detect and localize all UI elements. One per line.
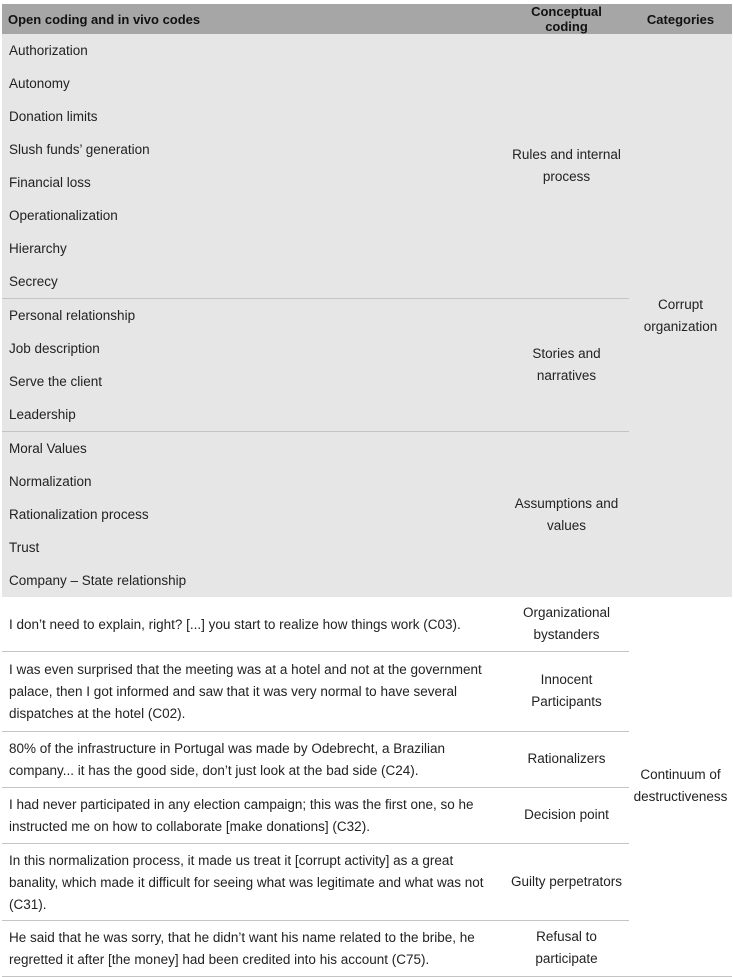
code-cell: Job description bbox=[2, 332, 504, 365]
table-row bbox=[2, 597, 732, 651]
concept-cell: Rules and internal process bbox=[504, 34, 629, 299]
header-conceptual-coding: Conceptual coding bbox=[504, 4, 629, 34]
table-row bbox=[2, 920, 732, 976]
code-cell: Trust bbox=[2, 531, 504, 564]
code-cell: Leadership bbox=[2, 398, 504, 432]
code-cell: Serve the client bbox=[2, 365, 504, 398]
code-cell: Autonomy bbox=[2, 67, 504, 100]
table-row bbox=[2, 651, 732, 731]
quote-cell: I had never participated in any election campaign; this was the first one, so he instructed me on how to collaborate [make donations] (C32). bbox=[2, 787, 504, 843]
category-cell: Corrupt organization bbox=[629, 34, 732, 597]
quote-cell: In this normalization process, it made us treat it [corrupt activity] as a great banality, which made it difficult for seeing what was legitimate and what was not (C31). bbox=[2, 843, 504, 920]
concept-cell: Assumptions and values bbox=[504, 432, 629, 598]
code-cell: Hierarchy bbox=[2, 232, 504, 265]
concept-cell: Rationalizers bbox=[504, 731, 629, 787]
concept-cell: Refusal to participate bbox=[504, 920, 629, 976]
concept-cell: Innocent Participants bbox=[504, 651, 629, 731]
table-row bbox=[2, 787, 732, 843]
table-row bbox=[2, 34, 732, 67]
table-row bbox=[2, 731, 732, 787]
code-cell: Company – State relationship bbox=[2, 564, 504, 597]
concept-cell: Organizational bystanders bbox=[504, 597, 629, 651]
quote-cell: I don’t need to explain, right? [...] you start to realize how things work (C03). bbox=[2, 597, 504, 651]
code-cell: Rationalization process bbox=[2, 498, 504, 531]
quote-cell: I was even surprised that the meeting was at a hotel and not at the government palace, then I got informed and saw that it was very normal to have several dispatches at the hotel (C02). bbox=[2, 651, 504, 731]
code-cell: Authorization bbox=[2, 34, 504, 67]
table-row bbox=[2, 843, 732, 920]
code-cell: Operationalization bbox=[2, 199, 504, 232]
code-cell: Donation limits bbox=[2, 100, 504, 133]
concept-cell: Guilty perpetrators bbox=[504, 843, 629, 920]
concept-cell: Stories and narratives bbox=[504, 299, 629, 432]
header-row bbox=[2, 4, 732, 34]
code-cell: Slush funds’ generation bbox=[2, 133, 504, 166]
code-cell: Financial loss bbox=[2, 166, 504, 199]
header-categories: Categories bbox=[629, 4, 732, 34]
coding-table bbox=[2, 4, 732, 977]
code-cell: Secrecy bbox=[2, 265, 504, 299]
header-open-coding: Open coding and in vivo codes bbox=[2, 4, 504, 34]
code-cell: Normalization bbox=[2, 465, 504, 498]
table-row bbox=[2, 299, 732, 333]
quote-cell: 80% of the infrastructure in Portugal was made by Odebrecht, a Brazilian company... it has the good side, don’t just look at the bad side (C24). bbox=[2, 731, 504, 787]
table-row bbox=[2, 432, 732, 466]
concept-cell: Decision point bbox=[504, 787, 629, 843]
code-cell: Moral Values bbox=[2, 432, 504, 466]
category-cell: Continuum of destructiveness bbox=[629, 597, 732, 976]
code-cell: Personal relationship bbox=[2, 299, 504, 333]
quote-cell: He said that he was sorry, that he didn’t want his name related to the bribe, he regretted it after [the money] had been credited into his account (C75). bbox=[2, 920, 504, 976]
